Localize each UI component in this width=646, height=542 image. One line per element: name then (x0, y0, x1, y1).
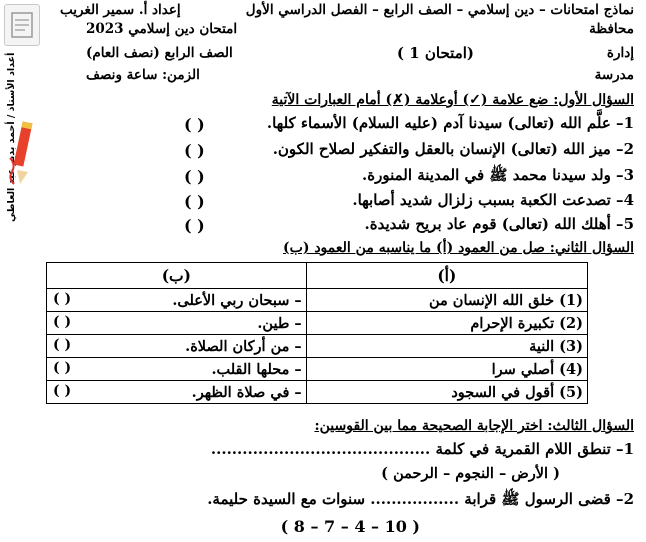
header-author: إعداد أ. سمير الغريب (60, 2, 181, 18)
section3-options-2: ( 10 – 4 – 7 – 8 ) (280, 517, 420, 536)
header-exam-number: (امتحان 1 ) (396, 44, 474, 62)
column-b-cell-5 (47, 381, 307, 404)
match-answer-box-2[interactable]: ( ) (53, 314, 72, 330)
column-b-item-5: – في صلاة الظهر. (191, 383, 302, 401)
column-a-item-4: (4) أصلي سرا (306, 358, 587, 381)
section1-item-3: 3– ولد سيدنا محمد ﷺ في المدينة المنورة. (362, 166, 634, 184)
column-a-item-3: (3) النية (306, 335, 587, 358)
section2-title: السؤال الثاني: صل من العمود (أ) ما يناسبه من العمود (ب) (283, 240, 634, 256)
pencil-decoration-icon (6, 118, 40, 188)
section1-item-1: 1– علَّم الله (تعالى) سيدنا آدم (عليه السلام) الأسماء كلها. (266, 114, 634, 132)
header-administration: إدارة (606, 45, 634, 61)
header-governorate: محافظة (589, 21, 634, 37)
column-b-item-4: – محلها القلب. (211, 360, 302, 378)
section1-item-4: 4– تصدعت الكعبة بسبب زلزال شديد أصابها. (352, 191, 634, 209)
column-a-item-5: (5) أقول في السجود (306, 381, 587, 404)
section1-item-2: 2– ميز الله (تعالى) الإنسان بالعقل والتفكير لصلاح الكون. (272, 140, 634, 158)
teacher-name-vertical: أعداد الأستاذ / أحمد بدير عبد العاطي (6, 52, 17, 222)
column-a-item-1: (1) خلق الله الإنسان من (306, 289, 587, 312)
section1-title: السؤال الأول: ضع علامة (✓) أوعلامة (✗) أمام العبارات الآتية (271, 92, 634, 108)
column-a-header: (أ) (306, 263, 587, 289)
matching-table (46, 262, 588, 404)
section1-item-5: 5– أهلك الله (تعالى) قوم عاد بريح شديدة. (364, 215, 634, 233)
section3-title: السؤال الثالث: اختر الإجابة الصحيحة مما بين القوسين: (314, 418, 634, 434)
column-b-item-3: – من أركان الصلاة. (185, 337, 302, 355)
match-answer-box-4[interactable]: ( ) (53, 360, 72, 376)
column-b-item-2: – طين. (257, 314, 302, 332)
column-b-cell-1 (47, 289, 307, 312)
sidebar (0, 0, 46, 542)
column-a-item-2: (2) تكبيرة الإحرام (306, 312, 587, 335)
section3-options-1: ( الأرض – النجوم – الرحمن ) (381, 465, 560, 482)
match-answer-box-1[interactable]: ( ) (53, 291, 72, 307)
header-title: نماذج امتحانات – دين إسلامي – الصف الرابع – الفصل الدراسي الأول (245, 2, 634, 18)
stamp-icon (4, 4, 40, 46)
header-school: مدرسة (594, 67, 634, 83)
match-answer-box-3[interactable]: ( ) (53, 337, 72, 353)
answer-box-4[interactable]: ( ) (184, 192, 205, 211)
header-exam-title: امتحان دين إسلامي 2023 (86, 21, 238, 37)
column-b-header: (ب) (47, 263, 307, 289)
column-b-cell-3 (47, 335, 307, 358)
section3-question-1: 1– تنطق اللام القمرية في كلمة .......................................... (210, 440, 634, 458)
header-grade: الصف الرابع (نصف العام) (86, 45, 233, 61)
column-b-item-1: – سبحان ربي الأعلى. (172, 291, 302, 309)
answer-box-2[interactable]: ( ) (184, 141, 205, 160)
answer-box-3[interactable]: ( ) (184, 167, 205, 186)
match-answer-box-5[interactable]: ( ) (53, 383, 72, 399)
section3-question-2: 2– قضى الرسول ﷺ قرابة ................. سنوات مع السيدة حليمة. (207, 490, 634, 508)
column-b-cell-4 (47, 358, 307, 381)
column-b-cell-2 (47, 312, 307, 335)
header-time: الزمن: ساعة ونصف (86, 67, 200, 83)
answer-box-5[interactable]: ( ) (184, 216, 205, 235)
answer-box-1[interactable]: ( ) (184, 115, 205, 134)
